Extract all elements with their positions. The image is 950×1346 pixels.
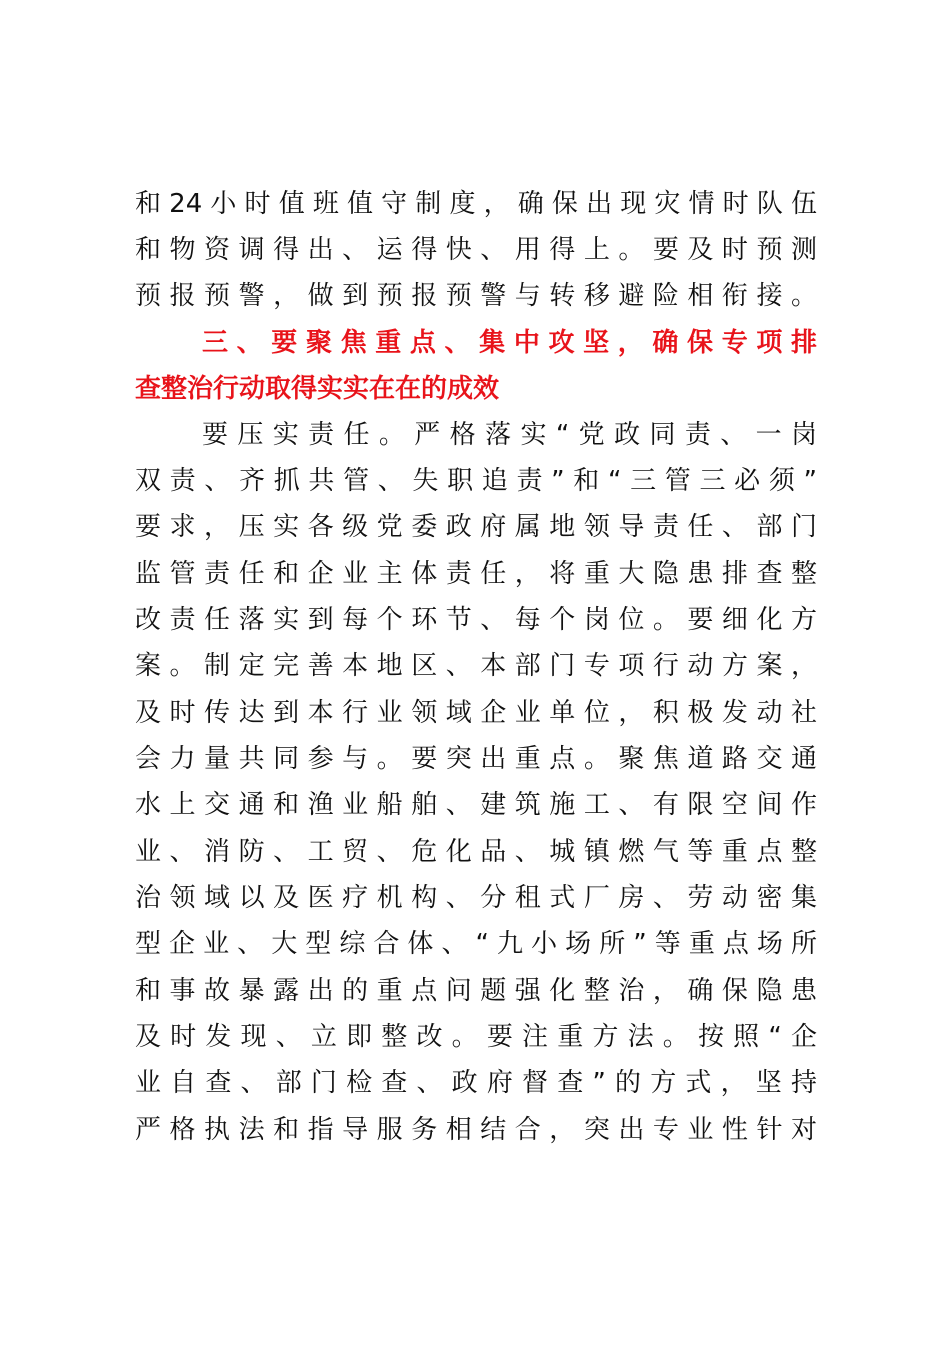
body-line-2: 和物资调得出、运得快、用得上。要及时预测 — [135, 235, 817, 265]
body-line-5: 双责、齐抓共管、失职追责”和“三管三必须” — [135, 466, 817, 496]
body-line-4: 要压实责任。严格落实“党政同责、一岗 — [202, 420, 817, 450]
body-line-9: 案。制定完善本地区、本部门专项行动方案， — [135, 651, 817, 681]
body-line-1: 和24小时值班值守制度，确保出现灾情时队伍 — [135, 189, 817, 219]
body-line-6: 要求，压实各级党委政府属地领导责任、部门 — [135, 512, 817, 542]
body-line-17: 及时发现、立即整改。要注重方法。按照“企 — [135, 1022, 817, 1052]
section-heading-line-2: 查整治行动取得实实在在的成效 — [135, 374, 500, 404]
body-line-13: 业、消防、工贸、危化品、城镇燃气等重点整 — [135, 837, 817, 867]
body-line-11: 会力量共同参与。要突出重点。聚焦道路交通 — [135, 744, 817, 774]
body-line-12: 水上交通和渔业船舶、建筑施工、有限空间作 — [135, 790, 817, 820]
body-line-16: 和事故暴露出的重点问题强化整治，确保隐患 — [135, 976, 817, 1006]
section-heading-line-1: 三、要聚焦重点、集中攻坚，确保专项排 — [202, 328, 817, 358]
body-line-15: 型企业、大型综合体、“九小场所”等重点场所 — [135, 929, 817, 959]
body-line-7: 监管责任和企业主体责任，将重大隐患排查整 — [135, 559, 817, 589]
body-line-8: 改责任落实到每个环节、每个岗位。要细化方 — [135, 605, 817, 635]
body-line-18: 业自查、部门检查、政府督查”的方式，坚持 — [135, 1068, 817, 1098]
body-line-10: 及时传达到本行业领域企业单位，积极发动社 — [135, 698, 817, 728]
body-line-14: 治领域以及医疗机构、分租式厂房、劳动密集 — [135, 883, 817, 913]
body-line-19: 严格执法和指导服务相结合，突出专业性针对 — [135, 1115, 817, 1145]
body-line-3: 预报预警，做到预报预警与转移避险相衔接。 — [135, 281, 817, 311]
